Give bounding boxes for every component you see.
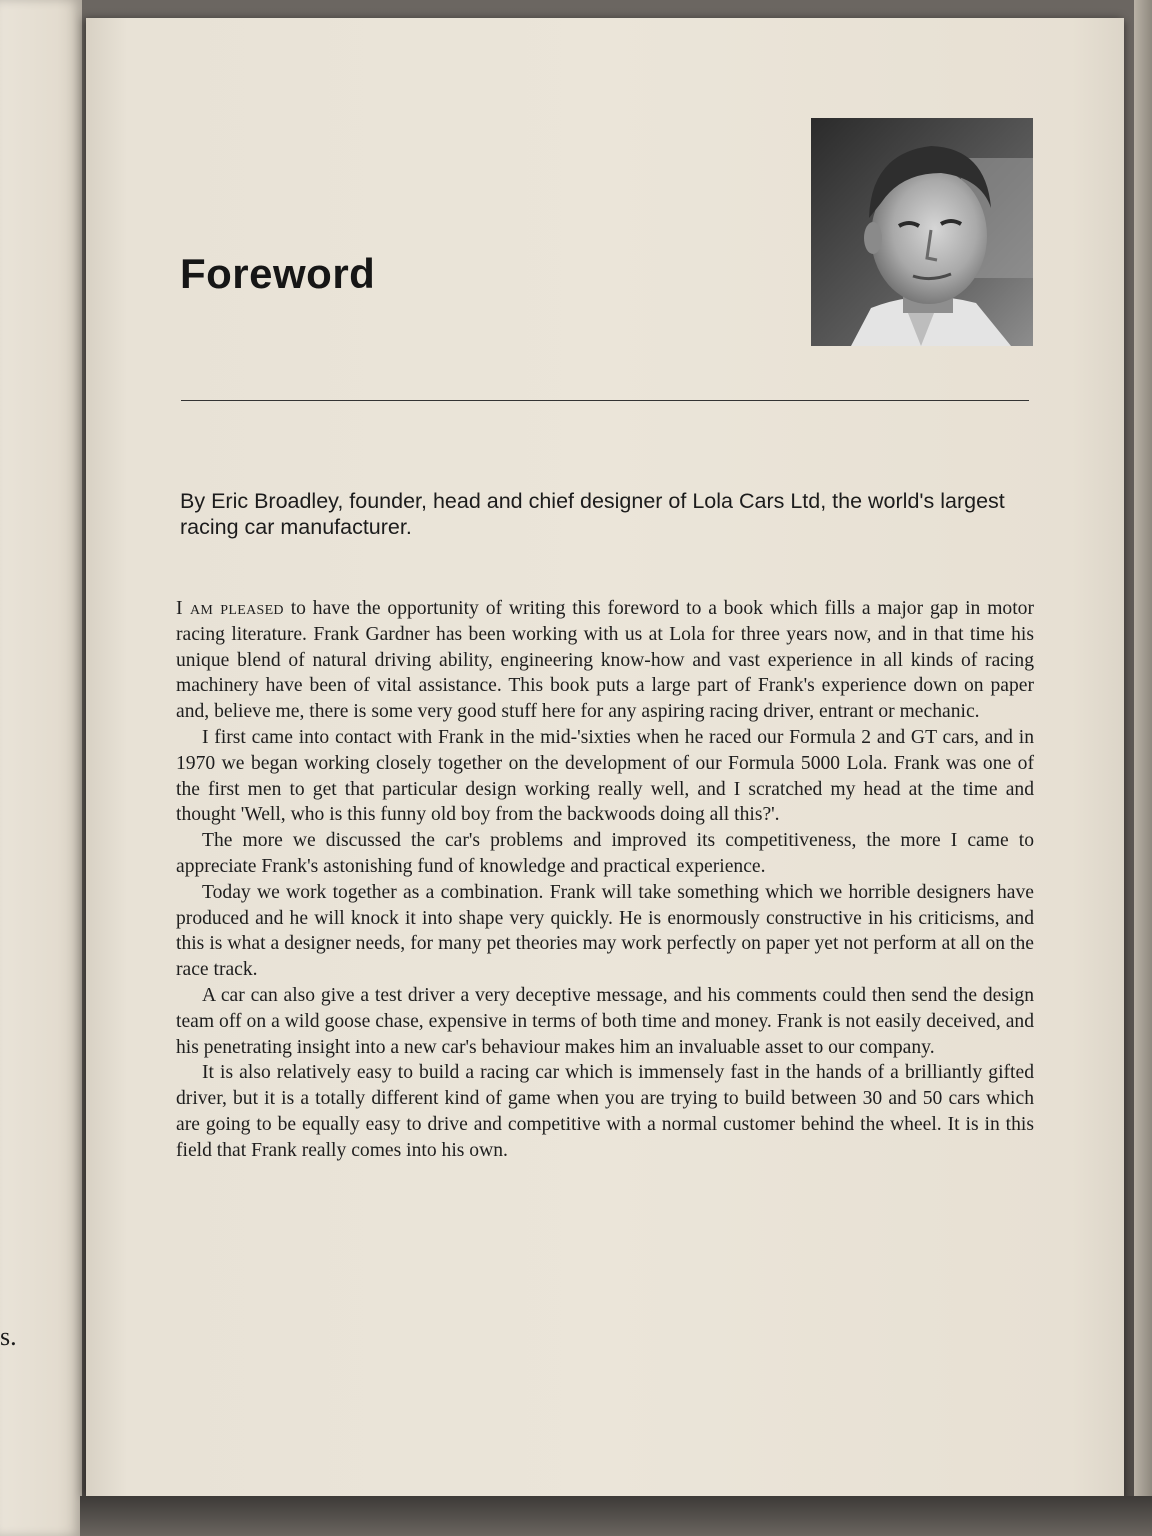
paragraph-5: A car can also give a test driver a very deceptive message, and his comments could then send the design team off on a wild goose chase, expensive in terms of both time and money. Frank is not easily deceived, and his penetrating insight into a new car's behaviour makes him an invaluable asset to our company.	[176, 984, 1034, 1058]
paragraph-6: It is also relatively easy to build a racing car which is immensely fast in the hands of a brilliantly gifted driver, but it is a totally different kind of game when you are trying to build between 30 and 50 cars which are going to be equally easy to drive and competitive with a normal customer behind the wheel. It is in this field that Frank really comes into his own.	[176, 1062, 1034, 1161]
paragraph-2: I first came into contact with Frank in the mid-'sixties when he raced our Formula 2 and GT cars, and in 1970 we began working closely together on the development of our Formula 5000 Lola. Frank was one of the first men to get that particular design working really well, and I scratched my head at the time and thought 'Well, who is this funny old boy from the backwoods doing all this?'.	[176, 726, 1034, 826]
paragraph-3: The more we discussed the car's problems and improved its competitiveness, the more I came to appreciate Frank's astonishing fund of knowledge and practical experience.	[176, 830, 1034, 877]
lead-in-text: I am pleased	[176, 598, 284, 619]
paragraph-1	[176, 596, 1034, 725]
page-title: Foreword	[180, 250, 376, 297]
page-edge	[1134, 0, 1152, 1536]
portrait-photo-icon	[811, 118, 1033, 346]
byline: By Eric Broadley, founder, head and chief designer of Lola Cars Ltd, the world's largest racing car manufacturer.	[180, 489, 1005, 539]
foreword-page	[86, 18, 1124, 1496]
horizontal-rule	[181, 400, 1029, 401]
left-page	[0, 0, 82, 1536]
table-surface	[80, 1496, 1152, 1536]
paragraph-text: to have the opportunity of writing this foreword to a book which fills a major gap in motor racing literature. Frank Gardner has been working with us at Lola for three years now, and in that time his unique blend of natural driving ability, engineering know-how and vast experience in all kinds of racing machinery have been of vital assistance. This book puts a large part of Frank's experience down on paper and, believe me, there is some very good stuff here for any aspiring racing driver, entrant or mechanic.	[176, 598, 1034, 723]
paragraph-4: Today we work together as a combination. Frank will take something which we horrible designers have produced and he will knock it into shape very quickly. He is enormously constructive in his criticisms, and this is what a designer needs, for many pet theories may work perfectly on paper yet not perform at all on the race track.	[176, 881, 1034, 981]
portrait-photo-svg	[811, 118, 1033, 346]
foreword-body	[176, 596, 1034, 1164]
left-page-text-fragment: s.	[0, 1322, 17, 1351]
